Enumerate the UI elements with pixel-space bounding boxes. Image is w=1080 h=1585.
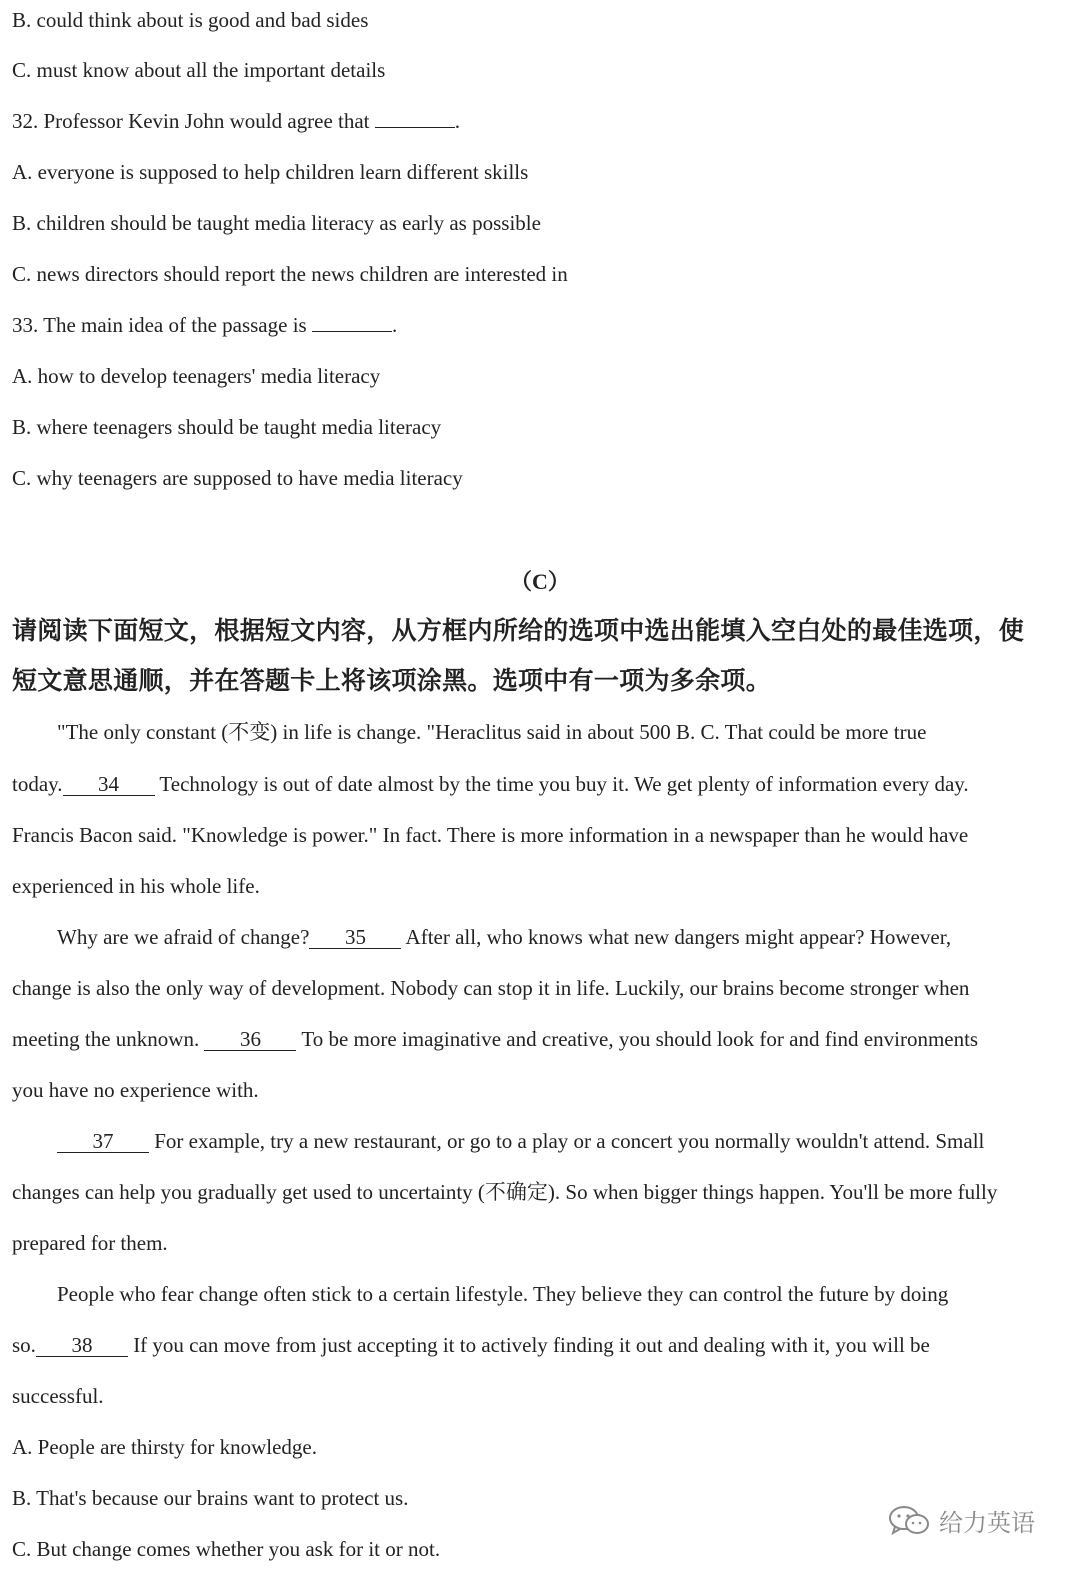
q33-stem-end: .: [391, 313, 398, 337]
p2-text-d: To be more imaginative and creative, you should look for and find environments: [296, 1027, 979, 1051]
instruction-line-1: 请阅读下面短文，根据短文内容，从方框内所给的选项中选出能填入空白处的最佳选项，使: [12, 616, 1025, 645]
q32-option-a: A. everyone is supposed to help children learn different skills: [12, 160, 529, 184]
q32-stem-end: .: [454, 109, 461, 133]
p3-text-a: For example, try a new restaurant, or go to a play or a concert you normally wouldn't attend. Small: [149, 1129, 985, 1153]
q31-option-c: C. must know about all the important details: [12, 58, 386, 82]
passage-p4-line-2: [12, 1332, 930, 1358]
q33-option-c: C. why teenagers are supposed to have media literacy: [12, 466, 463, 490]
p4-text-a: so.: [12, 1333, 36, 1357]
q32-option-b: B. children should be taught media literacy as early as possible: [12, 211, 541, 235]
passage-p3-line-1: [57, 1128, 984, 1154]
instruction-line-2: 短文意思通顺，并在答题卡上将该项涂黑。选项中有一项为多余项。: [12, 666, 772, 695]
p2-text-a: Why are we afraid of change?: [57, 925, 310, 949]
p2-text-c: meeting the unknown.: [12, 1027, 205, 1051]
q31-option-b: B. could think about is good and bad sides: [12, 8, 369, 32]
passage-p1-line-3: Francis Bacon said. "Knowledge is power." In fact. There is more information in a newspaper than he would have: [12, 823, 969, 847]
blank-35: 35: [309, 926, 401, 949]
blank-34: 34: [63, 773, 155, 796]
q33-option-b: B. where teenagers should be taught media literacy: [12, 415, 442, 439]
option-c: C. But change comes whether you ask for it or not.: [12, 1537, 441, 1561]
passage-p2-line-2: change is also the only way of development. Nobody can stop it in life. Luckily, our brains become stronger when: [12, 976, 970, 1000]
p2-text-b: After all, who knows what new dangers might appear? However,: [401, 925, 952, 949]
passage-p2-line-3: [12, 1026, 978, 1052]
wechat-icon: [887, 1505, 931, 1537]
watermark: [887, 1503, 1035, 1538]
passage-p3-line-3: prepared for them.: [12, 1231, 168, 1255]
passage-p4-line-1: People who fear change often stick to a certain lifestyle. They believe they can control the future by doing: [57, 1282, 949, 1306]
blank-37: 37: [57, 1130, 149, 1153]
passage-p2-line-4: you have no experience with.: [12, 1078, 259, 1102]
passage-p1-line-1: "The only constant (不变) in life is change. "Heraclitus said in about 500 B. C. That could be more true: [57, 720, 927, 744]
passage-p4-line-3: successful.: [12, 1384, 104, 1408]
q32-stem-text: 32. Professor Kevin John would agree that: [12, 109, 375, 133]
q33-stem-text: 33. The main idea of the passage is: [12, 313, 312, 337]
q33-blank: [312, 331, 392, 332]
p1-text-a: today.: [12, 772, 63, 796]
q32-option-c: C. news directors should report the news children are interested in: [12, 262, 568, 286]
q32-stem: [12, 108, 460, 134]
passage-p2-line-1: [57, 924, 951, 950]
blank-36: 36: [204, 1028, 296, 1051]
p1-text-b: Technology is out of date almost by the time you buy it. We get plenty of information every day.: [154, 772, 969, 796]
option-a: A. People are thirsty for knowledge.: [12, 1435, 318, 1459]
q33-option-a: A. how to develop teenagers' media literacy: [12, 364, 381, 388]
watermark-text: 给力英语: [939, 1509, 1035, 1537]
section-heading: （C）: [510, 569, 570, 594]
option-b: B. That's because our brains want to protect us.: [12, 1486, 409, 1510]
passage-p3-line-2: changes can help you gradually get used to uncertainty (不确定). So when bigger things happen. You'll be more fully: [12, 1180, 998, 1204]
q33-stem: [12, 312, 397, 338]
p4-text-b: If you can move from just accepting it to actively finding it out and dealing with it, you will be: [127, 1333, 930, 1357]
passage-p1-line-2: [12, 771, 969, 797]
passage-p1-line-4: experienced in his whole life.: [12, 874, 260, 898]
q32-blank: [375, 127, 455, 128]
blank-38: 38: [36, 1334, 128, 1357]
